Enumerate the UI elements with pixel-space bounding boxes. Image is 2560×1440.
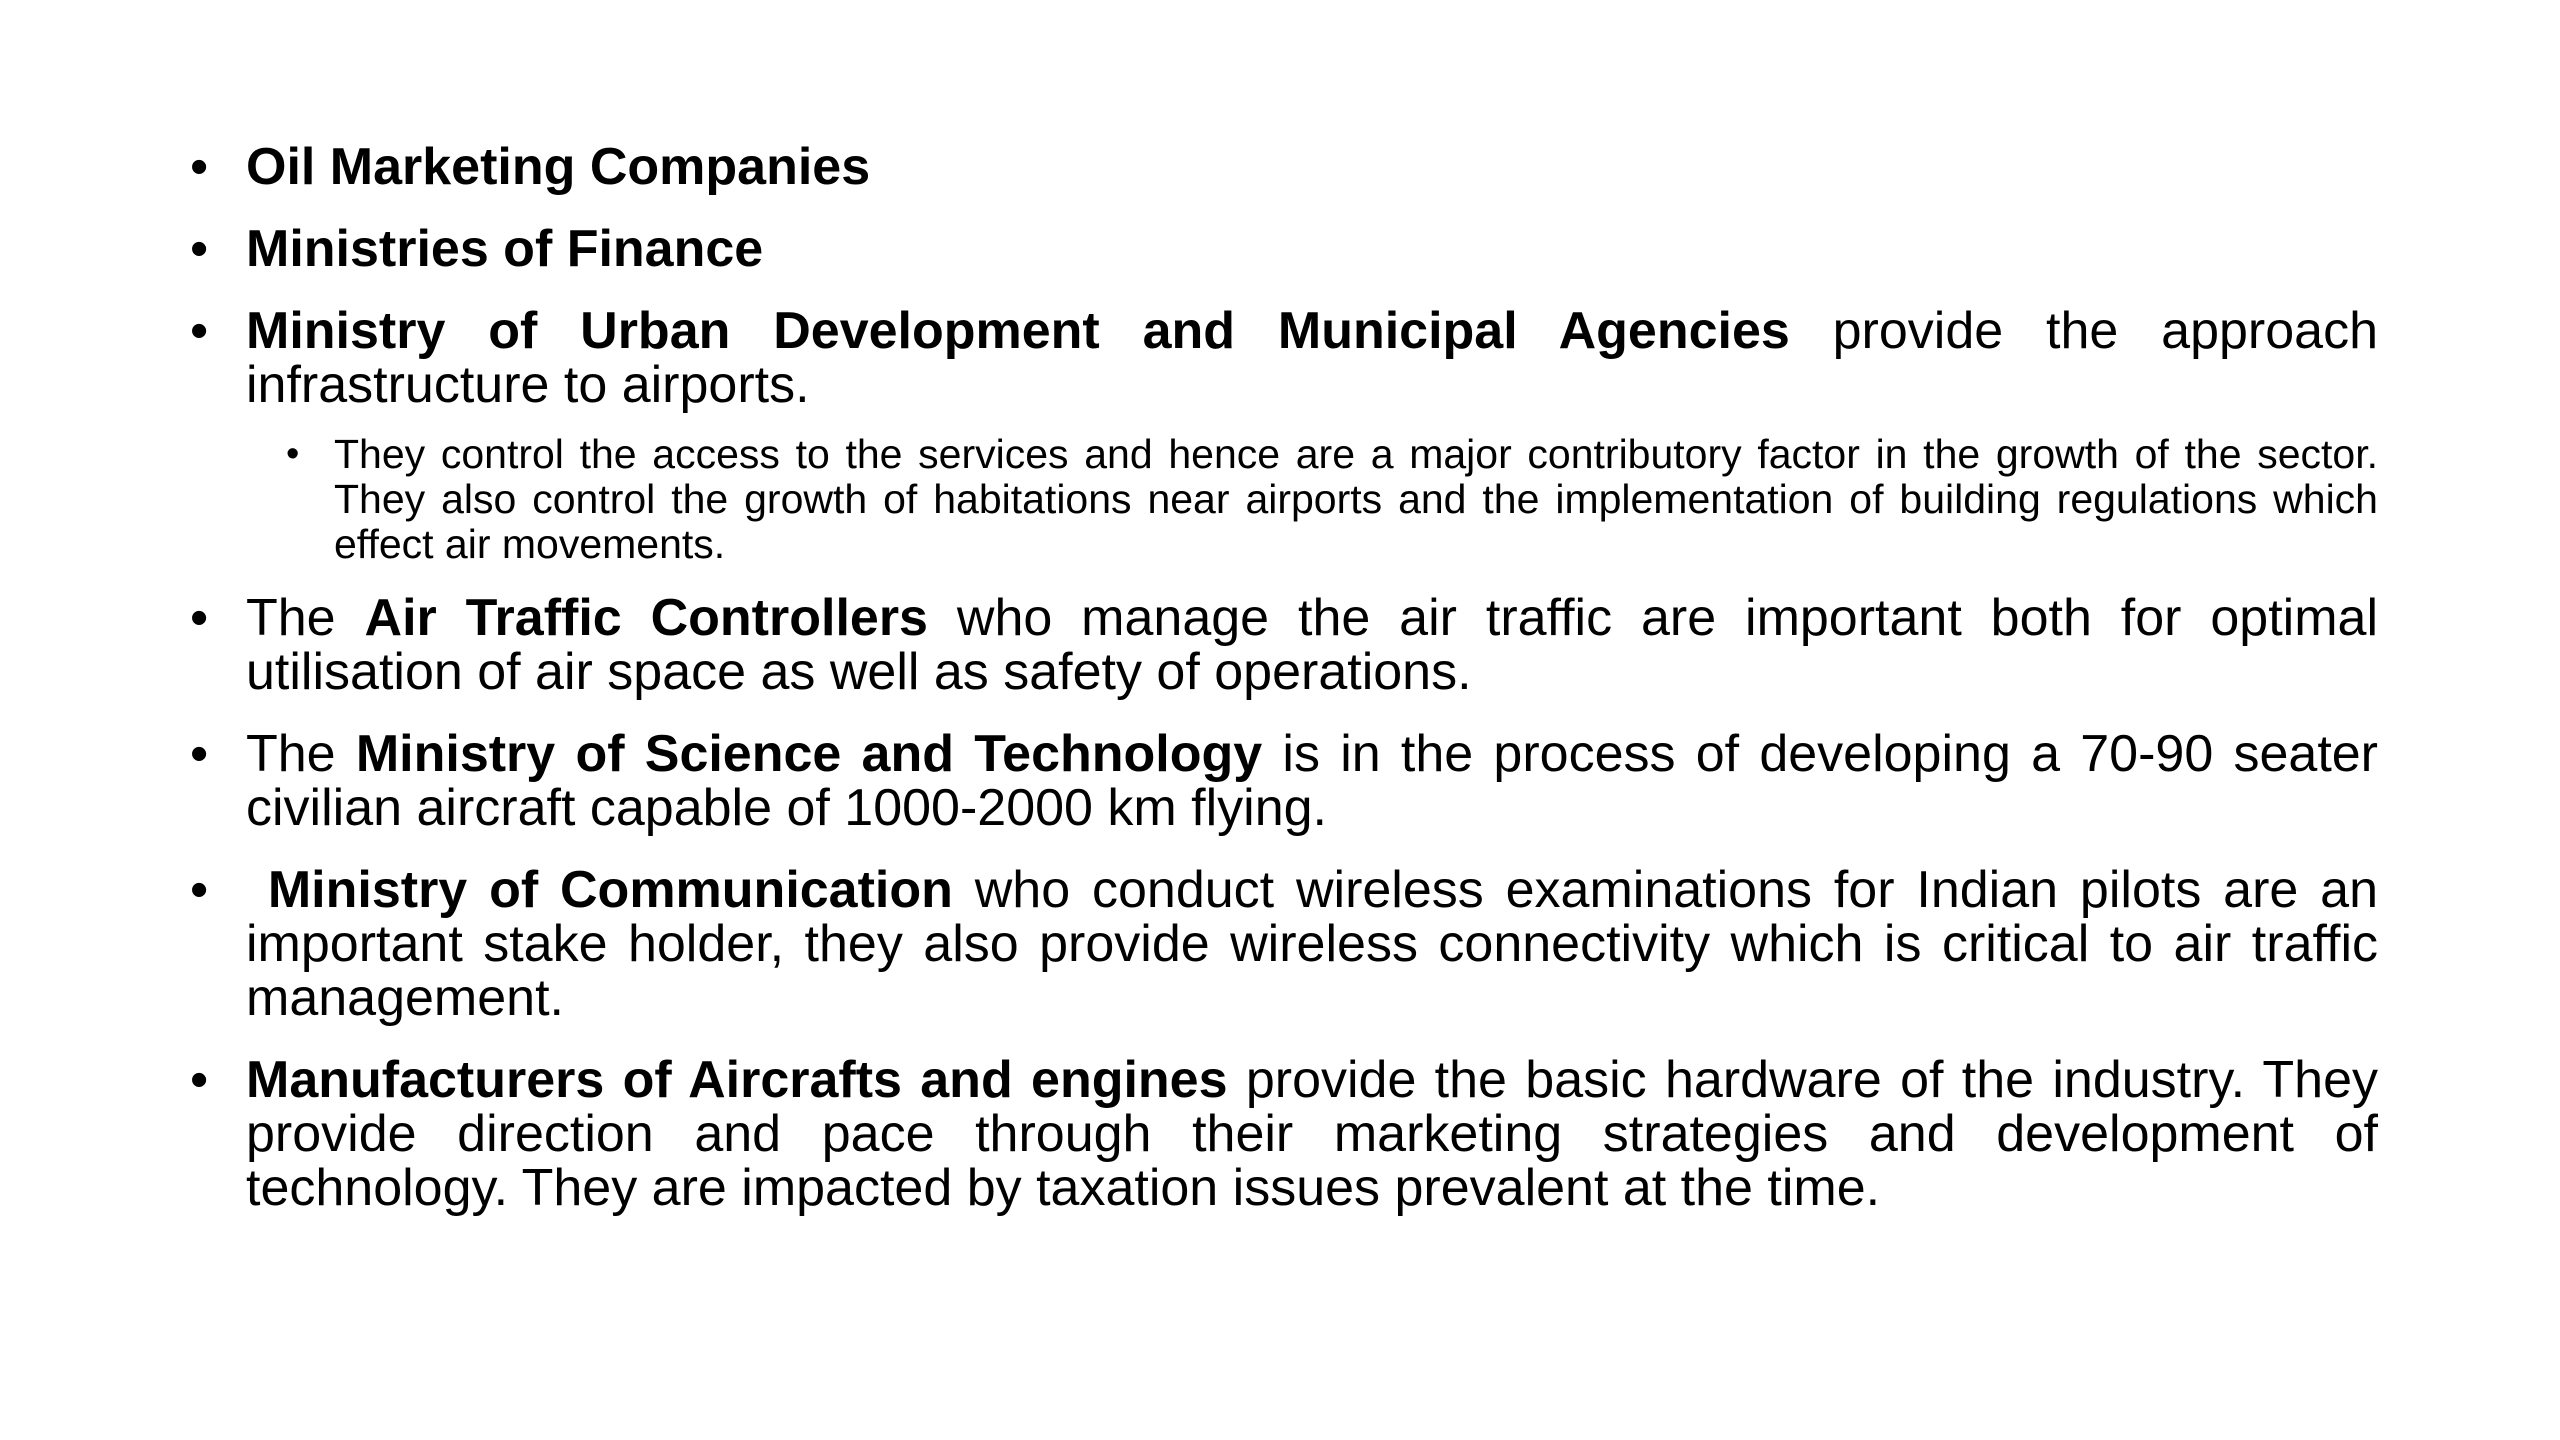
bullet-text: is in the process of developing a 70-90 seater civilian aircraft capable of 1000-2000 km flying.	[246, 725, 2378, 837]
bullet-bold-text: Ministries of Finance	[246, 220, 764, 278]
bullet-prefix-text: The	[246, 725, 356, 783]
bullet-prefix-text	[246, 861, 268, 919]
bullet-bold-text: Ministry of Science and Technology	[355, 725, 1263, 783]
bullet-text: who conduct wireless examinations for Indian pilots are an important stake holder, they also provide wireless connectivity which is critical to air traffic management.	[246, 861, 2379, 1027]
bullet-list	[190, 140, 2378, 1243]
bullet-bold-text: Air Traffic Controllers	[364, 589, 928, 647]
sub-bullet-access-control	[286, 432, 2378, 567]
bullet-bold-text: Ministry of Urban Development and Municipal Agencies	[246, 302, 1790, 360]
bullet-bold-text: Ministry of Communication	[267, 861, 953, 919]
bullet-text: who manage the air traffic are important both for optimal utilisation of air space as well as safety of operations.	[246, 589, 2378, 701]
bullet-ministry-communication	[190, 863, 2378, 1025]
bullet-air-traffic-controllers	[190, 591, 2378, 699]
bullet-bold-text: Manufacturers of Aircrafts and engines	[246, 1051, 1228, 1109]
bullet-text: provide the approach infrastructure to airports.	[246, 302, 2379, 414]
bullet-oil-marketing-companies	[190, 140, 2378, 194]
bullet-ministry-urban-development	[190, 304, 2378, 412]
sub-bullet-text: They control the access to the services and hence are a major contributory factor in the growth of the sector. They also control the growth of habitations near airports and the implementation of building regulations which effect air movements.	[334, 431, 2378, 567]
bullet-ministries-of-finance	[190, 222, 2378, 276]
bullet-prefix-text: The	[246, 589, 365, 647]
bullet-ministry-science-technology	[190, 727, 2378, 835]
bullet-bold-text: Oil Marketing Companies	[246, 138, 871, 196]
bullet-text: provide the basic hardware of the industry. They provide direction and pace through their marketing strategies and development of technology. They are impacted by taxation issues prevalent at the time.	[246, 1051, 2378, 1217]
bullet-manufacturers-aircrafts	[190, 1053, 2378, 1215]
